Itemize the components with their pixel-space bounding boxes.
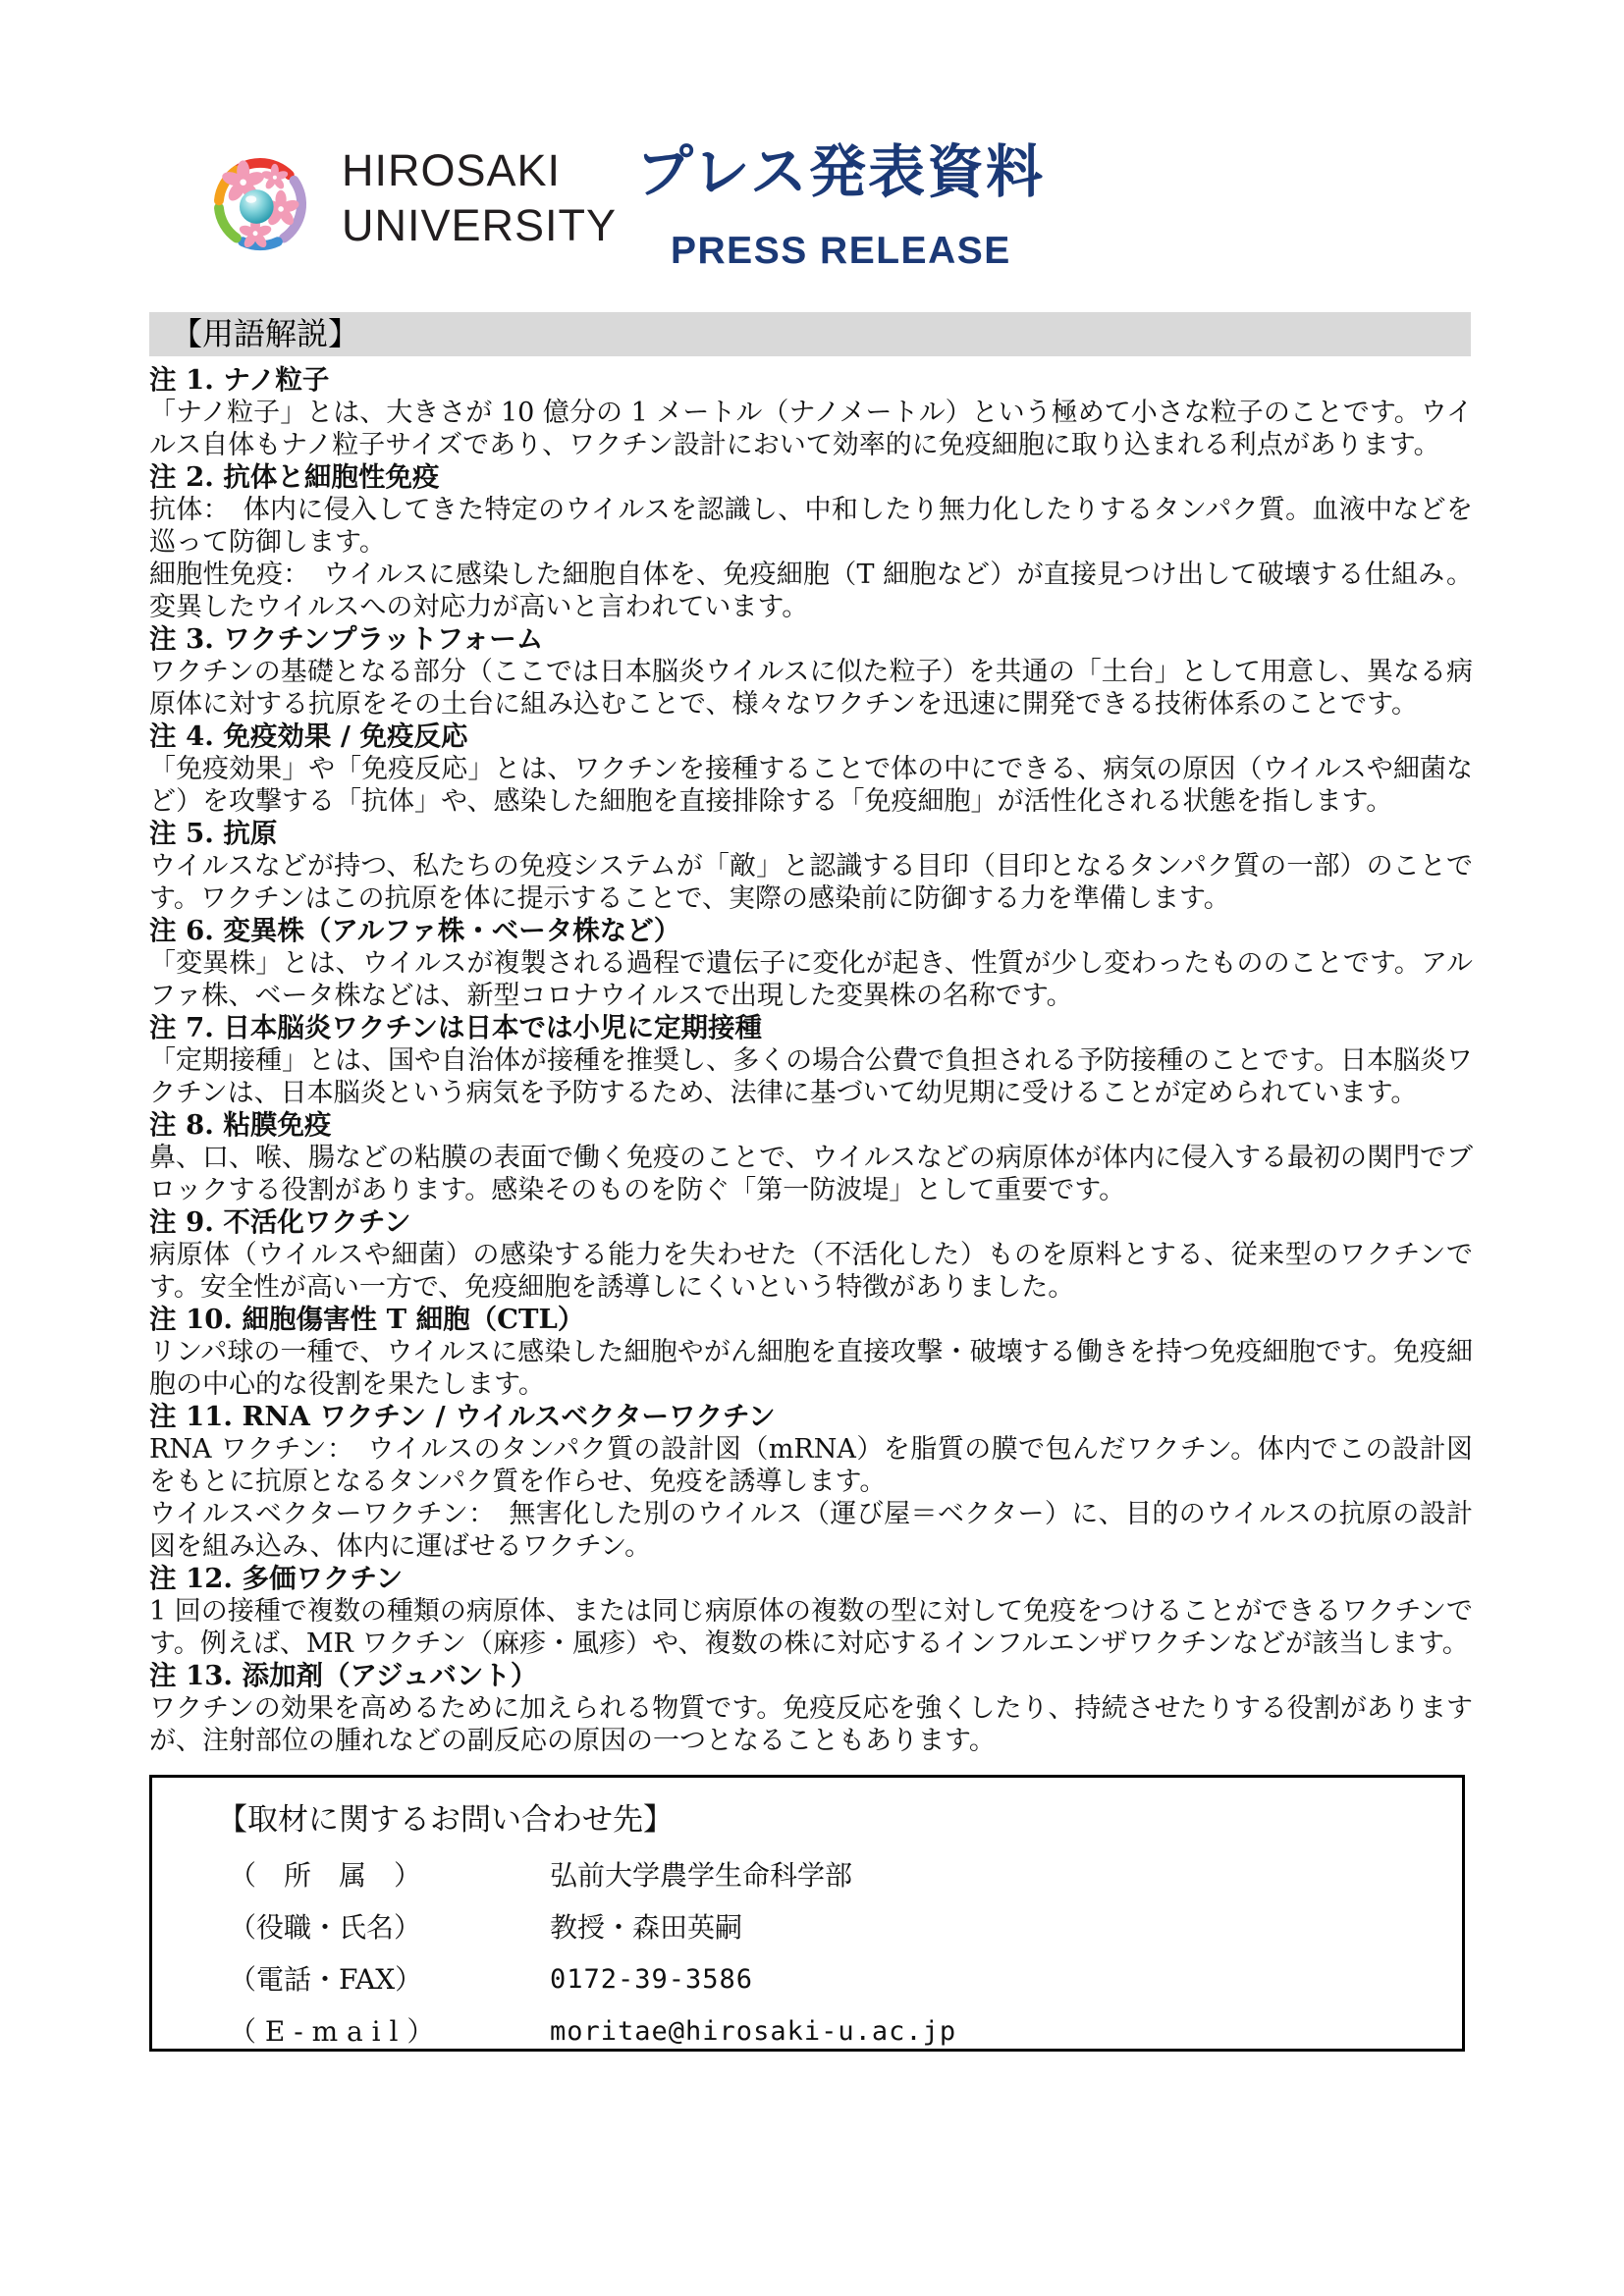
press-release-title-ja: プレス発表資料 — [636, 138, 1045, 205]
glossary-term — [149, 1563, 1473, 1660]
university-name-line2: UNIVERSITY — [342, 200, 618, 250]
term-body — [149, 1336, 1473, 1401]
term-heading: 注 9. 不活化ワクチン — [149, 1206, 411, 1238]
contact-row-value: 弘前大学農学生命科学部 — [550, 1859, 853, 1892]
term-heading: 注 11. RNA ワクチン / ウイルスベクターワクチン — [149, 1401, 776, 1432]
contact-row-label: （電話・FAX） — [229, 1963, 423, 1996]
term-paragraph: ウイルスなどが持つ、私たちの免疫システムが「敵」と認識する目印（目印となるタンパク質の一部）のことです。ワクチンはこの抗原を体に提示することで、実際の感染前に防御する力を準備します。 — [149, 851, 1473, 914]
term-paragraph: 「定期接種」とは、国や自治体が接種を推奨し、多くの場合公費で負担される予防接種のことです。日本脳炎ワクチンは、日本脳炎という病気を予防するため、法律に基づいて幼児期に受けることが定められています。 — [149, 1045, 1473, 1108]
glossary-term — [149, 818, 1473, 915]
term-body — [149, 1239, 1473, 1304]
hirosaki-university-logo — [199, 128, 321, 281]
term-paragraph: ワクチンの基礎となる部分（ここでは日本脳炎ウイルスに似た粒子）を共通の「土台」として用意し、異なる病原体に対する抗原をその土台に組み込むことで、様々なワクチンを迅速に開発できる技術体系のことです。 — [149, 657, 1473, 720]
term-paragraph: RNA ワクチン： ウイルスのタンパク質の設計図（mRNA）を脂質の膜で包んだワクチン。体内でこの設計図をもとに抗原となるタンパク質を作らせ、免疫を誘導します。 — [149, 1434, 1473, 1497]
contact-row-label: （ E - m a i l ） — [229, 2015, 435, 2048]
contact-row-value: 教授・森田英嗣 — [550, 1911, 743, 1944]
term-body — [149, 656, 1473, 721]
logo-arc-green — [219, 208, 237, 239]
contact-row-value: 0172-39-3586 — [550, 1964, 754, 1995]
term-body — [149, 1433, 1473, 1563]
term-paragraph: 「免疫効果」や「免疫反応」とは、ワクチンを接種することで体の中にできる、病気の原因（ウイルスや細菌など）を攻撃する「抗体」や、感染した細胞を直接排除する「免疫細胞」が活性化される状態を指します。 — [149, 754, 1473, 817]
contact-box — [149, 1775, 1465, 2052]
contact-row — [152, 1859, 1462, 1892]
glossary-term — [149, 721, 1473, 818]
term-heading: 注 4. 免疫効果 / 免疫反応 — [149, 721, 468, 752]
term-paragraph: ワクチンの効果を高めるために加えられる物質です。免疫反応を強くしたり、持続させたりする役割がありますが、注射部位の腫れなどの副反応の原因の一つとなることもあります。 — [149, 1693, 1473, 1756]
contact-row-label: （役職・氏名） — [229, 1911, 422, 1944]
term-paragraph: 1 回の接種で複数の種類の病原体、または同じ病原体の複数の型に対して免疫をつけることができるワクチンです。例えば、MR ワクチン（麻疹・風疹）や、複数の株に対応するインフルエンザワクチンなどが該当します。 — [149, 1596, 1473, 1659]
term-body — [149, 1142, 1473, 1206]
term-paragraph: リンパ球の一種で、ウイルスに感染した細胞やがん細胞を直接攻撃・破壊する働きを持つ免疫細胞です。免疫細胞の中心的な役割を果たします。 — [149, 1337, 1473, 1400]
term-heading: 注 1. ナノ粒子 — [149, 364, 330, 396]
term-paragraph: 細胞性免疫： ウイルスに感染した細胞自体を、免疫細胞（T 細胞など）が直接見つけ出して破壊する仕組み。変異したウイルスへの対応力が高いと言われています。 — [149, 560, 1473, 622]
glossary-term — [149, 1206, 1473, 1304]
contact-row-label: （ 所 属 ） — [229, 1859, 422, 1892]
term-paragraph: 病原体（ウイルスや細菌）の感染する能力を失わせた（不活化した）ものを原料とする、従来型のワクチンです。安全性が高い一方で、免疫細胞を誘導しにくいという特徴がありました。 — [149, 1240, 1473, 1303]
term-heading: 注 8. 粘膜免疫 — [149, 1109, 332, 1141]
term-body — [149, 1692, 1473, 1757]
term-body — [149, 947, 1473, 1012]
term-heading: 注 12. 多価ワクチン — [149, 1563, 404, 1594]
term-heading: 注 5. 抗原 — [149, 818, 278, 849]
contact-row — [152, 1911, 1462, 1944]
glossary-term — [149, 1012, 1473, 1109]
glossary-term — [149, 623, 1473, 721]
glossary-section-bar — [149, 312, 1471, 356]
logo-sphere-icon — [240, 189, 274, 224]
term-heading: 注 10. 細胞傷害性 T 細胞（CTL） — [149, 1304, 585, 1335]
term-paragraph: ウイルスベクターワクチン： 無害化した別のウイルス（運び屋＝ベクター）に、目的のウイルスの抗原の設計図を組み込み、体内に運ばせるワクチン。 — [149, 1499, 1473, 1562]
university-emblem-icon — [199, 128, 321, 281]
term-paragraph: 鼻、口、喉、腸などの粘膜の表面で働く免疫のことで、ウイルスなどの病原体が体内に侵入する最初の関門でブロックする役割があります。感染そのものを防ぐ「第一防波堤」として重要です。 — [149, 1143, 1473, 1205]
term-paragraph: 抗体： 体内に侵入してきた特定のウイルスを認識し、中和したり無力化したりするタンパク質。血液中などを巡って防御します。 — [149, 495, 1473, 558]
glossary-term — [149, 1304, 1473, 1401]
term-body — [149, 753, 1473, 818]
term-heading: 注 2. 抗体と細胞性免疫 — [149, 461, 440, 493]
university-name-line1: HIROSAKI — [342, 145, 562, 195]
term-heading: 注 13. 添加剤（アジュバント） — [149, 1660, 538, 1691]
contact-rows — [152, 1859, 1462, 2048]
term-heading: 注 7. 日本脳炎ワクチンは日本では小児に定期接種 — [149, 1012, 762, 1043]
term-body — [149, 1044, 1473, 1109]
term-body — [149, 1595, 1473, 1660]
term-heading: 注 6. 変異株（アルファ株・ベータ株など） — [149, 915, 681, 946]
contact-row-value: moritae@hirosaki-u.ac.jp — [550, 2016, 957, 2047]
glossary-list — [149, 364, 1473, 1757]
contact-box-title: 【取材に関するお問い合わせ先】 — [217, 1802, 674, 1838]
glossary-term — [149, 1401, 1473, 1563]
term-body — [149, 494, 1473, 623]
press-release-title-en: PRESS RELEASE — [671, 230, 1011, 272]
glossary-term — [149, 1109, 1473, 1206]
contact-row — [152, 2015, 1462, 2048]
contact-row — [152, 1963, 1462, 1996]
university-name — [342, 143, 617, 253]
term-paragraph: 「変異株」とは、ウイルスが複製される過程で遺伝子に変化が起き、性質が少し変わったもののことです。アルファ株、ベータ株などは、新型コロナウイルスで出現した変異株の名称です。 — [149, 948, 1473, 1011]
glossary-term — [149, 364, 1473, 461]
glossary-term — [149, 915, 1473, 1012]
glossary-term — [149, 1660, 1473, 1757]
term-heading: 注 3. ワクチンプラットフォーム — [149, 623, 544, 655]
glossary-term — [149, 461, 1473, 623]
term-body — [149, 397, 1473, 461]
term-body — [149, 850, 1473, 915]
glossary-section-title: 【用語解説】 — [171, 315, 360, 352]
term-paragraph: 「ナノ粒子」とは、大きさが 10 億分の 1 メートル（ナノメートル）という極めて小さな粒子のことです。ウイルス自体もナノ粒子サイズであり、ワクチン設計において効率的に免疫細胞に取り込まれる利点があります。 — [149, 398, 1473, 460]
